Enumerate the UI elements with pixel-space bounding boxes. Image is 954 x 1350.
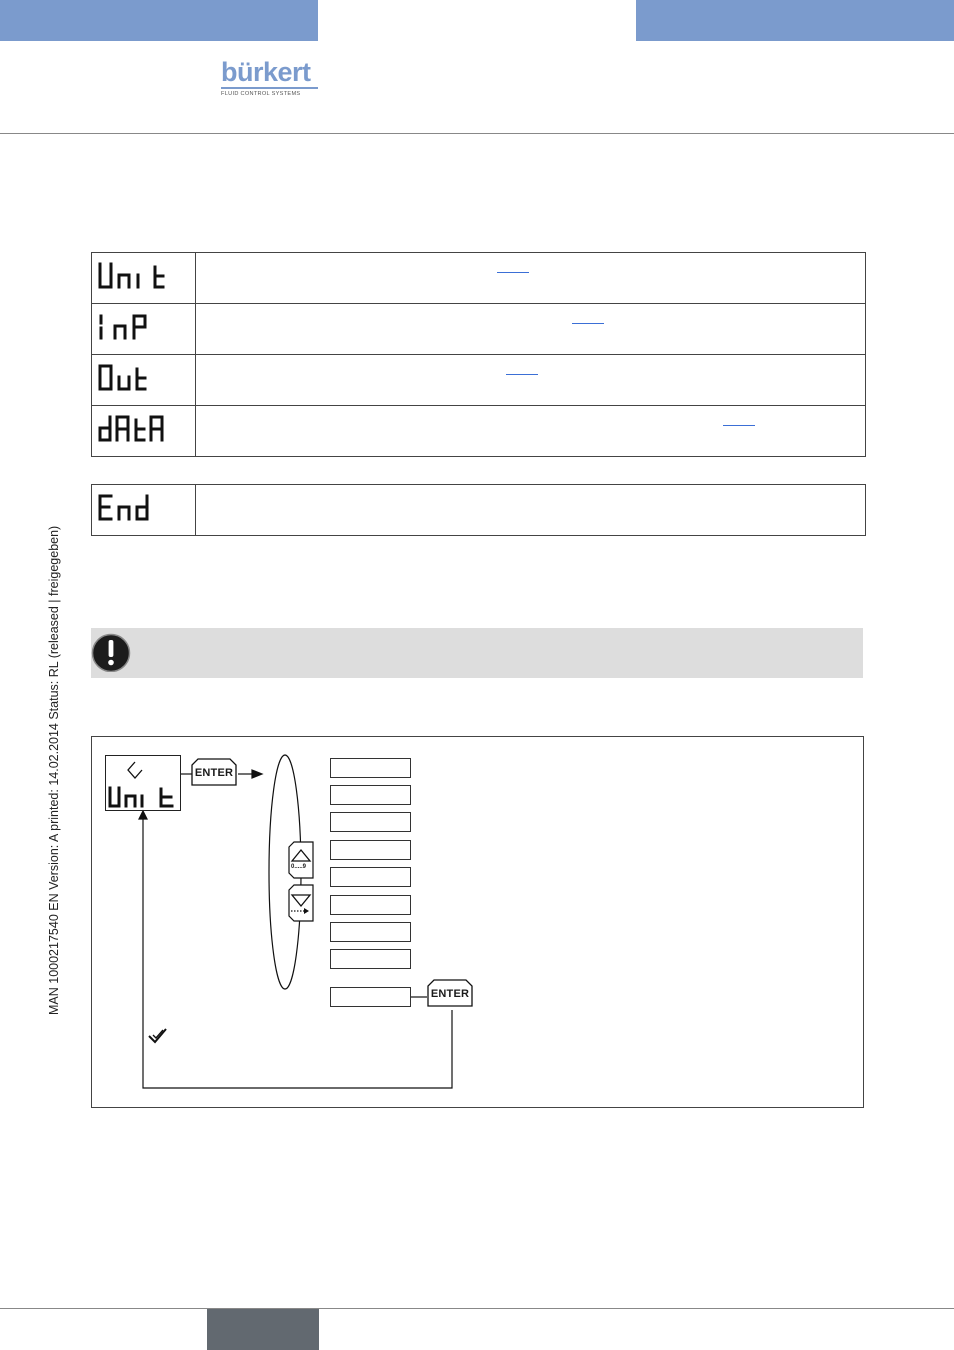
menu-flow-diagram [91,736,864,1108]
menu-option-box [330,758,411,778]
seg-data-icon [97,415,167,443]
up-arrow-key[interactable] [288,841,314,879]
display-screen [105,755,181,811]
menu-option-box [330,785,411,805]
menu-option-box [330,895,411,915]
rotate-icon [128,762,142,778]
triangle-down-icon [288,884,314,922]
table-row [92,355,866,406]
end-table [91,484,866,536]
segment-display-end [92,485,196,536]
menu-option-box [330,867,411,887]
brand-rule [221,87,318,89]
brand-logo [221,58,319,97]
segment-display-data [92,406,196,457]
menu-option-box [330,949,411,969]
enter-button[interactable] [191,758,237,786]
segment-display-out [92,355,196,406]
menu-description [196,406,866,457]
header-bar-left [0,0,318,41]
document-side-note: MAN 1000217540 EN Version: A printed: 14.02.2014 Status: RL (released | freigegeben) [47,525,61,1015]
table-row [92,406,866,457]
page-link[interactable] [497,272,529,273]
menu-description [196,304,866,355]
table-row [92,485,866,536]
exclamation-icon [91,632,131,672]
table-row [92,304,866,355]
menu-option-box [330,812,411,832]
triangle-up-icon [288,841,314,879]
menu-table [91,252,866,457]
flow-lines [92,737,863,1107]
menu-option-box [330,840,411,860]
seg-inp-icon [97,313,167,341]
down-arrow-key[interactable] [288,884,314,922]
segment-display-unit [92,253,196,304]
menu-option-box [330,922,411,942]
seg-unit-icon [97,262,167,290]
page-number-tab [207,1309,319,1350]
warning-box [91,628,863,678]
table-row [92,253,866,304]
enter-button-label: ENTER [194,767,234,779]
menu-description [196,485,866,536]
brand-name: bürkert [221,57,311,87]
menu-option-box-end [330,987,411,1007]
header-bar-right [636,0,954,41]
header-divider [0,133,954,134]
footer-divider [0,1308,954,1309]
menu-description [196,253,866,304]
display-graphic [106,756,180,810]
enter-button-end[interactable] [427,979,473,1007]
up-key-label: 0.....9 [291,864,307,870]
menu-description [196,355,866,406]
page-link[interactable] [723,425,755,426]
seg-out-icon [97,364,167,392]
double-check-icon [147,1026,169,1046]
page-link[interactable] [572,323,604,324]
seg-end-icon [97,494,167,522]
segment-display-inp [92,304,196,355]
brand-tagline: FLUID CONTROL SYSTEMS [221,91,301,97]
enter-button-label: ENTER [430,988,470,1000]
page-link[interactable] [506,374,538,375]
